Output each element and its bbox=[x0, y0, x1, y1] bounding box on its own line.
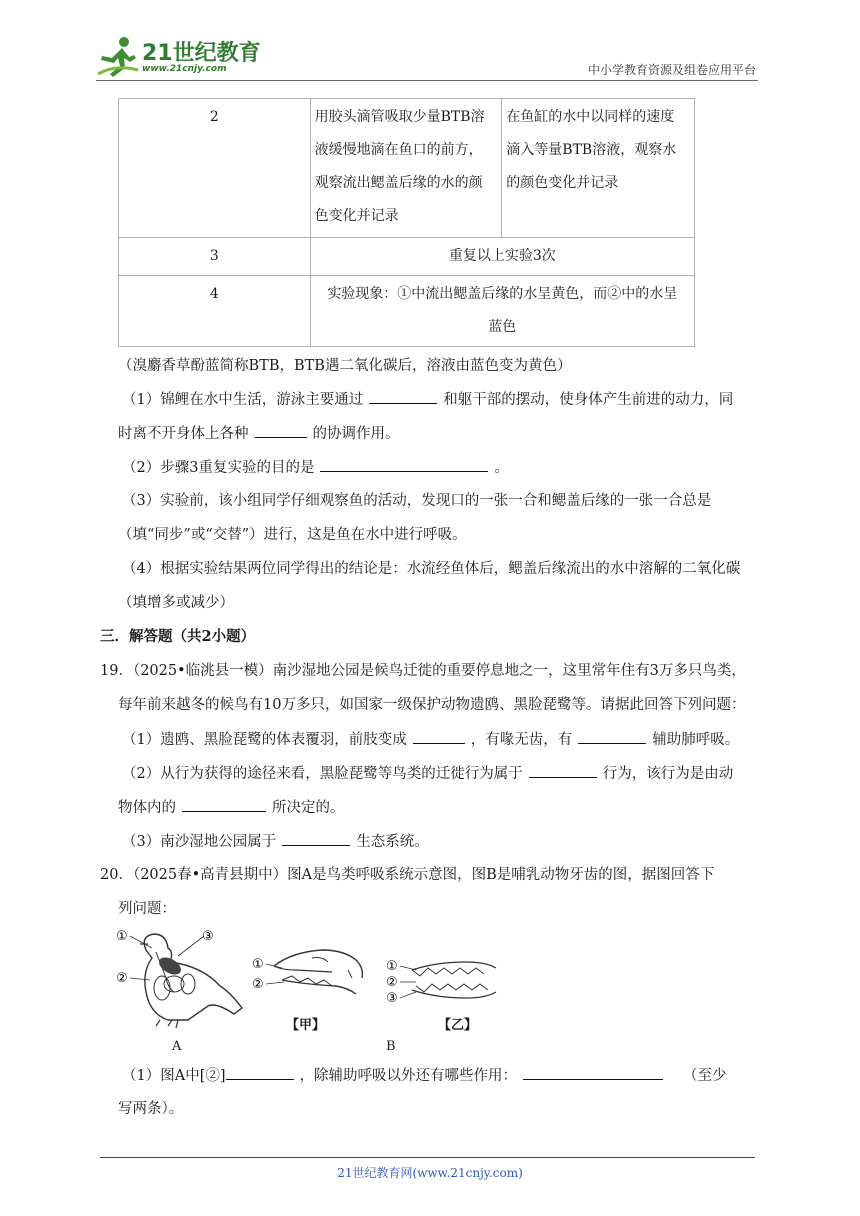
answer-blank[interactable] bbox=[320, 457, 488, 472]
step-number: 4 bbox=[119, 276, 311, 347]
marker-3: ③ bbox=[202, 929, 214, 944]
answer-blank[interactable] bbox=[282, 831, 350, 846]
question-2: （2）步骤3重复实验的目的是 。 bbox=[122, 457, 509, 478]
footer-link[interactable]: 21世纪教育网(www.21cnjy.com) bbox=[337, 1166, 523, 1180]
cell-line: 色变化并记录 bbox=[314, 208, 399, 224]
teeth-figure-yi bbox=[386, 952, 504, 1010]
answer-blank[interactable] bbox=[182, 797, 266, 812]
question-19-line-2: 每年前来越冬的候鸟有10万多只，如国家一级保护动物遗鸥、黑脸琵鹭等。请据此回答下列问题： bbox=[118, 697, 746, 713]
step-4-content bbox=[310, 276, 694, 347]
cell-line: 用胶头滴管吸取少量BTB溶 bbox=[314, 109, 485, 125]
figure-label-b: B bbox=[386, 1039, 396, 1054]
table-row bbox=[119, 276, 695, 347]
experiment-table bbox=[118, 98, 695, 347]
question-19-line-1: 19．（2025•临洮县一模）南沙湿地公园是候鸟迁徙的重要停息地之一，这里常年住有3万多只鸟类， bbox=[100, 663, 746, 679]
marker-2: ② bbox=[252, 977, 264, 992]
question-4-line-1: （4）根据实验结果两位同学得出的结论是：水流经鱼体后，鳃盖后缘流出的水中溶解的二氧化碳 bbox=[122, 561, 741, 577]
question-1-line-1: （1）锦鲤在水中生活，游泳主要通过 和躯干部的摆动，使身体产生前进的动力，同 bbox=[122, 389, 733, 410]
logo-text: 21世纪教育 bbox=[142, 41, 261, 66]
runner-logo-icon bbox=[96, 34, 140, 78]
question-1-line-2: 时离不开身体上各种 的协调作用。 bbox=[118, 423, 400, 444]
question-19-part-3: （3）南沙湿地公园属于 生态系统。 bbox=[122, 831, 429, 852]
table-row bbox=[119, 99, 695, 238]
cell-line: 在鱼缸的水中以同样的速度 bbox=[506, 109, 675, 125]
figure-label-yi: 【乙】 bbox=[438, 1018, 478, 1033]
question-3-line-1: （3）实验前，该小组同学仔细观察鱼的活动，发现口的一张一合和鳃盖后缘的一张一合总是 bbox=[122, 493, 712, 509]
cell-line: 的颜色变化并记录 bbox=[506, 175, 619, 191]
platform-title: 中小学教育资源及组卷应用平台 bbox=[587, 63, 756, 77]
header-divider bbox=[96, 80, 758, 81]
answer-blank[interactable] bbox=[226, 1065, 294, 1080]
marker-2: ② bbox=[386, 975, 398, 990]
cell-line: 滴入等量BTB溶液，观察水 bbox=[506, 142, 677, 158]
marker-1: ① bbox=[386, 959, 398, 974]
cell-line: 实验现象：①中流出鳃盖后缘的水呈黄色，而②中的水呈 bbox=[327, 286, 678, 302]
cell-line: 液缓慢地滴在鱼口的前方， bbox=[314, 142, 483, 158]
question-3-line-2: （填“同步”或“交替”）进行，这是鱼在水中进行呼吸。 bbox=[118, 527, 467, 543]
page-header bbox=[96, 30, 758, 82]
figure-label-a: A bbox=[172, 1039, 182, 1054]
section-heading: 三．解答题（共2小题） bbox=[100, 628, 256, 645]
marker-1: ① bbox=[116, 929, 128, 944]
answer-blank[interactable] bbox=[578, 729, 646, 744]
figure-label-jia: 【甲】 bbox=[286, 1018, 326, 1033]
question-20-part-1-line-1: （1）图A中[②] ，除辅助呼吸以外还有哪些作用： （至少 bbox=[122, 1065, 727, 1086]
table-row bbox=[119, 238, 695, 276]
answer-blank[interactable] bbox=[369, 389, 437, 404]
marker-2: ② bbox=[116, 971, 128, 986]
marker-1: ① bbox=[252, 957, 264, 972]
cell-line: 重复以上实验3次 bbox=[448, 248, 556, 264]
cell-line: 观察流出鳃盖后缘的水的颜 bbox=[314, 175, 483, 191]
question-19-part-1: （1）遗鸥、黑脸琵鹭的体表覆羽，前肢变成 ，有喙无齿，有 辅助肺呼吸。 bbox=[122, 729, 739, 750]
question-19-part-2-line-2: 物体内的 所决定的。 bbox=[118, 797, 345, 818]
step-2-group-2 bbox=[502, 99, 695, 238]
answer-blank[interactable] bbox=[413, 729, 465, 744]
bird-respiratory-figure bbox=[116, 922, 248, 1030]
question-20-part-1-line-2: 写两条）。 bbox=[118, 1101, 184, 1117]
marker-3: ③ bbox=[386, 991, 398, 1006]
footer-divider bbox=[100, 1157, 755, 1158]
step-2-group-1 bbox=[310, 99, 502, 238]
question-20-line-2: 列问题： bbox=[118, 901, 176, 917]
cell-line: 蓝色 bbox=[488, 319, 517, 335]
answer-blank[interactable] bbox=[523, 1065, 663, 1080]
step-number: 3 bbox=[119, 238, 311, 276]
question-19-part-2-line-1: （2）从行为获得的途径来看，黑脸琵鹭等鸟类的迁徙行为属于 行为，该行为是由动 bbox=[122, 763, 733, 784]
teeth-figure-jia bbox=[252, 944, 370, 1008]
question-4-line-2: （填增多或减少） bbox=[118, 595, 234, 611]
answer-blank[interactable] bbox=[255, 423, 307, 438]
step-3-content bbox=[310, 238, 694, 276]
btb-note: （溴麝香草酚蓝简称BTB，BTB遇二氧化碳后，溶液由蓝色变为黄色） bbox=[118, 358, 572, 374]
question-20-line-1: 20．（2025春•高青县期中）图A是鸟类呼吸系统示意图，图B是哺乳动物牙齿的图，据图回答下 bbox=[100, 867, 715, 883]
logo bbox=[96, 34, 266, 78]
answer-blank[interactable] bbox=[529, 763, 597, 778]
step-number: 2 bbox=[119, 99, 311, 238]
logo-url: www.21cnjy.com bbox=[142, 64, 227, 74]
